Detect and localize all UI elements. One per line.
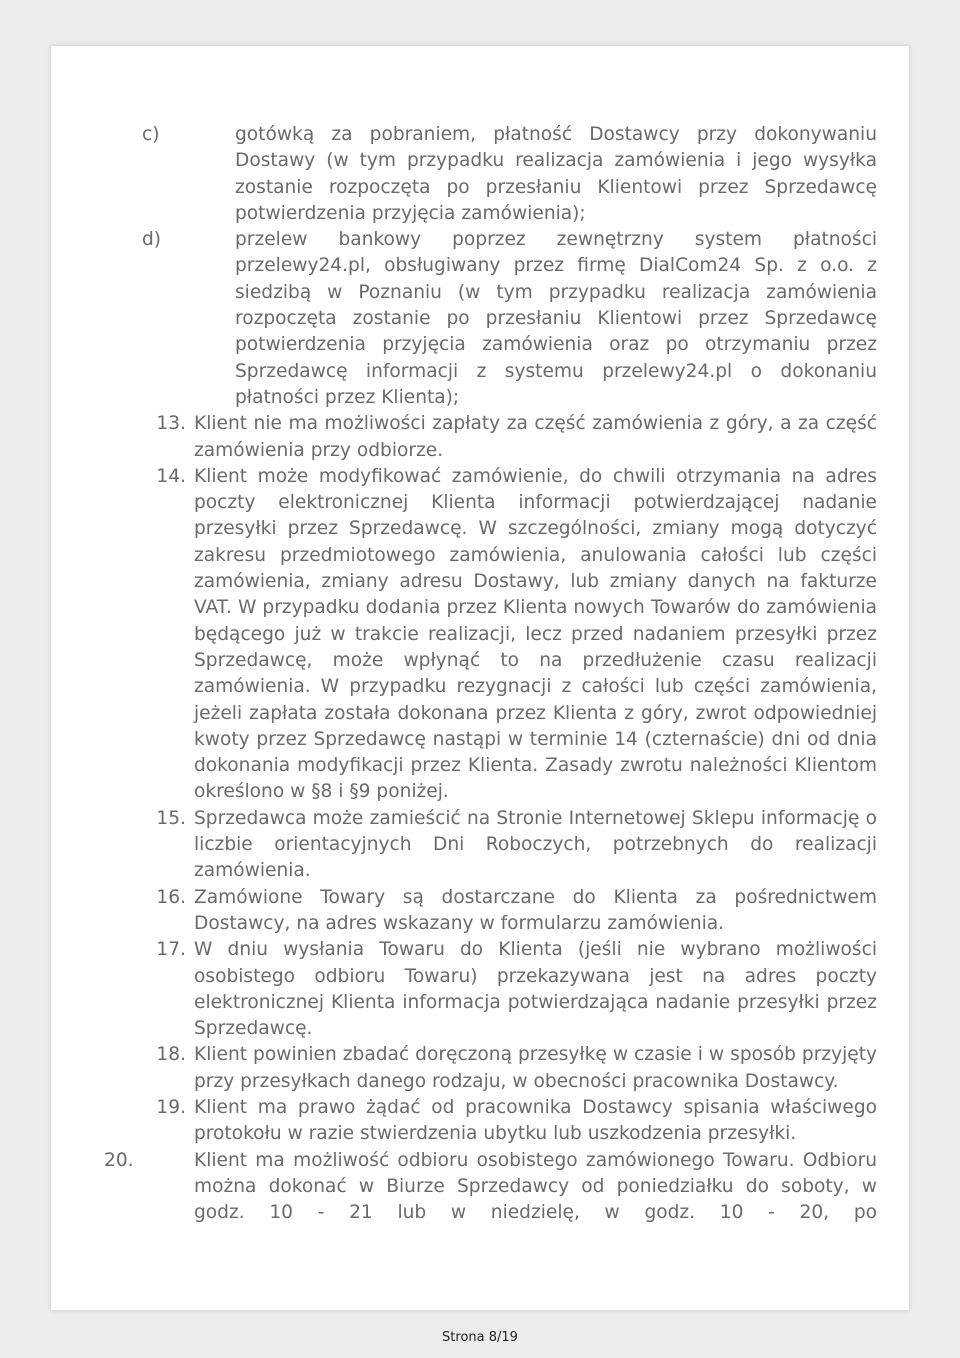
list-item-15 bbox=[111, 806, 877, 885]
list-item-c bbox=[111, 122, 877, 227]
list-marker: 16. bbox=[156, 886, 186, 908]
list-item-14 bbox=[111, 464, 877, 806]
list-item-13 bbox=[111, 411, 877, 464]
list-item-19 bbox=[111, 1095, 877, 1148]
document-body bbox=[104, 122, 877, 1226]
list-marker: 13. bbox=[156, 413, 186, 435]
list-item-text: W dniu wysłania Towaru do Klienta (jeśli nie wybrano możliwości osobistego odbioru Towaru) przekazywana jest na adres poczty elektronicznej Klienta informacja potwierdzająca nadanie przesyłki przez Sprzedawcę. bbox=[194, 939, 877, 1040]
list-marker: 19. bbox=[156, 1096, 186, 1118]
list-item-20 bbox=[104, 1148, 877, 1227]
list-item-text: Klient może modyfikować zamówienie, do chwili otrzymania na adres poczty elektronicznej Klienta informacji potwierdzającej nadanie przesyłki przez Sprzedawcę. W szczególności, zmiany mogą dotyczyć zakresu przedmiotowego zamówienia, anulowania całości lub części zamówienia, zmiany adresu Dostawy, lub zmiany danych na fakturze VAT. W przypadku dodania przez Klienta nowych Towarów do zamówienia będącego już w trakcie realizacji, lecz przed nadaniem przesyłki przez Sprzedawcę, może wpłynąć to na przedłużenie czasu realizacji zamówienia. W przypadku rezygnacji z całości lub części zamówienia, jeżeli zapłata została dokonana przez Klienta z góry, zwrot odpowiedniej kwoty przez Sprzedawcę nastąpi w terminie 14 (czternaście) dni od dnia dokonania modyfikacji przez Klienta. Zasady zwrotu należności Klientom określono w §8 i §9 poniżej. bbox=[194, 465, 877, 803]
list-item-16 bbox=[111, 885, 877, 938]
list-marker: d) bbox=[142, 229, 162, 251]
list-item-text: przelew bankowy poprzez zewnętrzny system płatności przelewy24.pl, obsługiwany przez firmę DialCom24 Sp. z o.o. z siedzibą w Poznaniu (w tym przypadku realizacja zamówienia rozpoczęta zostanie po przesłaniu Klientowi przez Sprzedawcę potwierdzenia przyjęcia zamówienia oraz po otrzymaniu przez Sprzedawcę informacji z systemu przelewy24.pl o dokonaniu płatności przez Klienta); bbox=[235, 229, 877, 408]
list-item-text: Klient powinien zbadać doręczoną przesyłkę w czasie i w sposób przyjęty przy przesyłkach danego rodzaju, w obecności pracownika Dostawcy. bbox=[194, 1044, 877, 1092]
list-marker: 20. bbox=[104, 1149, 134, 1171]
list-marker: 14. bbox=[156, 465, 186, 487]
list-item-text: gotówką za pobraniem, płatność Dostawcy przy dokonywaniu Dostawy (w tym przypadku realizacja zamówienia i jego wysyłka zostanie rozpoczęta po przesłaniu Klientowi przez Sprzedawcę potwierdzenia przyjęcia zamówienia); bbox=[235, 124, 877, 224]
list-marker: c) bbox=[142, 124, 160, 145]
document-page bbox=[51, 46, 909, 1310]
list-marker: 17. bbox=[156, 939, 186, 961]
page-number: Strona 8/19 bbox=[442, 1330, 518, 1345]
list-item-text: Klient ma możliwość odbioru osobistego zamówionego Towaru. Odbioru można dokonać w Biurze Sprzedawcy od poniedziałku do soboty, w godz. 10 - 21 lub w niedzielę, w godz. 10 - 20, po bbox=[194, 1149, 877, 1224]
list-marker: 18. bbox=[156, 1044, 186, 1066]
list-marker: 15. bbox=[156, 807, 186, 829]
list-item-text: Klient nie ma możliwości zapłaty za część zamówienia z góry, a za część zamówienia przy odbiorze. bbox=[194, 413, 877, 461]
list-item-18 bbox=[111, 1042, 877, 1095]
list-item-17 bbox=[111, 937, 877, 1042]
list-item-d bbox=[111, 227, 877, 411]
list-item-text: Sprzedawca może zamieścić na Stronie Internetowej Sklepu informację o liczbie orientacyjnych Dni Roboczych, potrzebnych do realizacji zamówienia. bbox=[194, 807, 877, 882]
list-item-text: Zamówione Towary są dostarczane do Klienta za pośrednictwem Dostawcy, na adres wskazany w formularzu zamówienia. bbox=[194, 886, 877, 934]
list-item-text: Klient ma prawo żądać od pracownika Dostawcy spisania właściwego protokołu w razie stwierdzenia ubytku lub uszkodzenia przesyłki. bbox=[194, 1096, 877, 1145]
